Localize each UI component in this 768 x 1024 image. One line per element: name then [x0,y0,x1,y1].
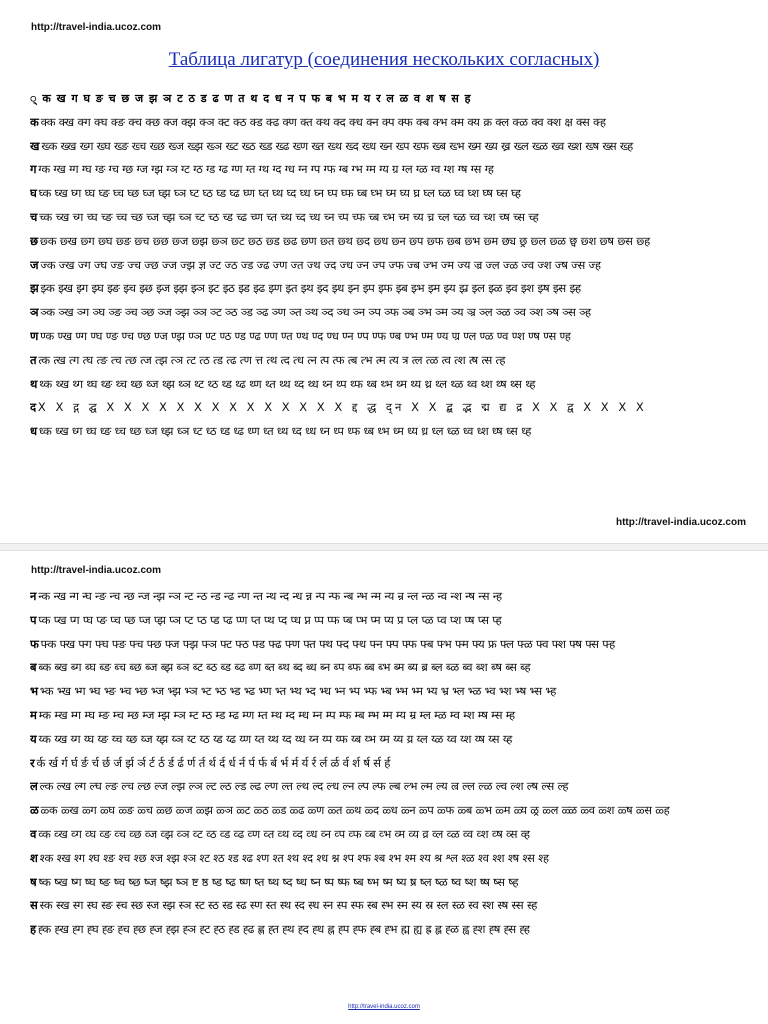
row-ligatures: थ्क थ्ख थ्ग थ्घ थ्ङ थ्च थ्छ थ्ज थ्झ थ्ञ थ्ट थ्ठ थ्ड थ्ढ थ्ण थ्त थ्थ थ्द थ्ध थ्न थ्प थ्फ थ्ब थ्भ थ्म थ्य थ्र थ्ल थ्ळ थ्व थ्श थ्ष थ्स थ्ह [39,376,536,391]
row-lead-consonant: ग [30,162,37,177]
row-lead-consonant: र [30,755,35,770]
row-lead-consonant: ह [30,922,36,937]
table-row [30,775,748,799]
table-row [30,396,748,420]
row-lead-consonant: व [30,826,37,841]
table-row [30,894,748,918]
row-ligatures: ल्क ल्ख ल्ग ल्घ ल्ङ ल्च ल्छ ल्ज ल्झ ल्ञ ल्ट ल्ठ ल्ड ल्ढ ल्ण ल्त ल्थ ल्द ल्ध ल्न ल्प ल्फ ल्ब ल्भ ल्म ल्य ल्र ल्ल ल्ळ ल्व ल्श ल्ष ल्स ल्ह [39,779,569,794]
row-ligatures: ज्क ज्ख ज्ग ज्घ ज्ङ ज्च ज्छ ज्ज ज्झ ज्ञ ज्ट ज्ठ ज्ड ज्ढ ज्ण ज्त ज्थ ज्द ज्ध ज्न ज्प ज्फ ज्ब ज्भ ज्म ज्य ज्र ज्ल ज्ळ ज्व ज्श ज्ष ज्स ज्ह [40,257,601,272]
row-ligatures: ख्क ख्ख ख्ग ख्घ ख्ङ ख्च ख्छ ख्ज ख्झ ख्ञ ख्ट ख्ठ ख्ड ख्ढ ख्ण ख्त ख्थ ख्द ख्ध ख्न ख्प ख्फ ख्ब ख्भ ख्म ख्य ख्र ख्ल ख्ळ ख्व ख्श ख्ष ख्स ख्ह [41,138,634,153]
row-lead-consonant: त [30,352,37,367]
bottom-url[interactable]: http://travel-india.ucoz.com [348,1004,420,1010]
row-ligatures: श्क श्ख श्ग श्घ श्ङ श्च श्छ श्ज श्झ श्ञ श्ट श्ठ श्ड श्ढ श्ण श्त श्थ श्द श्ध श्न श्प श्फ श्ब श्भ श्म श्य श्र श्ल श्ळ श्व श्श श्ष श्स श्ह [39,850,549,865]
table-row [30,349,748,373]
row-lead-consonant: न [30,589,37,603]
table-row [30,680,748,704]
row-lead-consonant: ण [30,328,39,343]
row-ligatures: X X द्ग द्घ X X X X X X X X X X X X X X द्द द्ध द्न X X द्ब द्भ द्म द्य द्र X X द्व X X X X [37,400,647,415]
row-lead-consonant: झ [30,281,39,296]
table-row [30,871,748,895]
row-ligatures: भ्क भ्ख भ्ग भ्घ भ्ङ भ्च भ्छ भ्ज भ्झ भ्ञ भ्ट भ्ठ भ्ड भ्ढ भ्ण भ्त भ्थ भ्द भ्ध भ्न भ्प भ्फ भ्ब भ्भ भ्म भ्य भ्र भ्ल भ्ळ भ्व भ्श भ्ष भ्स भ्ह [39,684,557,699]
ligature-table-part-1 [30,87,748,444]
table-row [30,752,748,776]
row-lead-consonant: द [30,400,36,415]
row-lead-consonant: ळ [30,803,39,818]
row-lead-consonant: भ [30,684,38,699]
row-ligatures: छ्क छ्ख छ्ग छ्घ छ्ङ छ्च छ्छ छ्ज छ्झ छ्ञ छ्ट छ्ठ छ्ड छ्ढ छ्ण छ्त छ्थ छ्द छ्ध छ्न छ्प छ्फ छ्ब छ्भ छ्म छ्य छ्र छ्ल छ्ळ छ्व छ्श छ्ष छ्स छ्ह [39,233,650,248]
table-row [30,633,748,657]
ligature-rows [30,111,748,444]
table-row [30,609,748,633]
row-lead-consonant: ल [30,779,38,794]
row-ligatures: म्क म्ख म्ग म्घ म्ङ म्च म्छ म्ज म्झ म्ञ म्ट म्ठ म्ड म्ढ म्ण म्त म्थ म्द म्ध म्न म्प म्फ म्ब म्भ म्म म्य म्र म्ल म्ळ म्व म्श म्ष म्स म्ह [38,707,515,722]
table-row [30,301,748,325]
row-lead-consonant: श [30,850,38,865]
table-row [30,373,748,397]
row-ligatures: ण्क ण्ख ण्ग ण्घ ण्ङ ण्च ण्छ ण्ज ण्झ ण्ञ ण्ट ण्ठ ण्ड ण्ढ ण्ण ण्त ण्थ ण्द ण्ध ण्न ण्प ण्फ ण्ब ण्भ ण्म ण्य ण्र ण्ल ण्ळ ण्व ण्श ण्ष ण्स ण्ह [40,328,571,343]
table-row [30,918,748,942]
row-ligatures: ह्क ह्ख ह्ग ह्घ ह्ङ ह्च ह्छ ह्ज ह्झ ह्ञ ह्ट ह्ठ ह्ड ह्ढ ह्ण ह्त ह्थ ह्द ह्ध ह्न ह्प ह्फ ह्ब ह्भ ह्म ह्य ह्र ह्ल ह्ळ ह्व ह्श ह्ष ह्स ह्ह [37,922,530,937]
ligature-rows [30,585,748,942]
row-lead-consonant: फ [30,636,39,651]
row-lead-consonant: घ [30,186,37,201]
row-lead-consonant: ष [30,874,37,889]
table-row [30,728,748,752]
row-ligatures: व्क व्ख व्ग व्घ व्ङ व्च व्छ व्ज व्झ व्ञ व्ट व्ठ व्ड व्ढ व्ण व्त व्थ व्द व्ध व्न व्प व्फ व्ब व्भ व्म व्य व्र व्ल व्ळ व्व व्श व्ष व्स व्ह [38,826,530,841]
table-row [30,704,748,728]
table-row [30,182,748,206]
row-ligatures: क्क क्ख क्ग क्घ क्ङ क्च क्छ क्ज क्झ क्ञ क्ट क्ठ क्ड क्ढ क्ण क्त क्थ क्द क्ध क्न क्प क्फ क्ब क्भ क्म क्य क्र क्ल क्ळ क्व क्श क्ष क्स क्ह [40,114,606,129]
table-row [30,585,748,609]
row-lead-consonant: स [30,898,38,913]
table-row [30,111,748,135]
table-header-row: ् क ख ग घ ङ च छ ज झ ञ ट ठ ड ढ ण त थ द ध न प फ ब भ म य र ल ळ व श ष स ह [30,92,472,105]
row-ligatures: त्क त्ख त्ग त्घ त्ङ त्च त्छ त्ज त्झ त्ञ त्ट त्ठ त्ड त्ढ त्ण त्त त्थ त्द त्ध त्न त्प त्फ त्ब त्भ त्म त्य त्र त्ल त्ळ त्व त्श त्ष त्स त्ह [38,352,506,367]
row-ligatures: प्क प्ख प्ग प्घ प्ङ प्च प्छ प्ज प्झ प्ञ प्ट प्ठ प्ड प्ढ प्ण प्त प्थ प्द प्ध प्न प्प प्फ प्ब प्भ प्म प्य प्र प्ल प्ळ प्व प्श प्ष प्स प्ह [38,612,502,627]
row-ligatures: ञ्क ञ्ख ञ्ग ञ्घ ञ्ङ ञ्च ञ्छ ञ्ज ञ्झ ञ्ञ ञ्ट ञ्ठ ञ्ड ञ्ढ ञ्ण ञ्त ञ्थ ञ्द ञ्ध ञ्न ञ्प ञ्फ ञ्ब ञ्भ ञ्म ञ्य ञ्र ञ्ल ञ्ळ ञ्व ञ्श ञ्ष ञ्स ञ्ह [40,305,591,320]
row-lead-consonant: क [30,114,39,129]
row-ligatures: र्क र्ख र्ग र्घ र्ङ र्च र्छ र्ज र्झ र्ञ र्ट र्ठ र्ड र्ढ र्ण र्त र्थ र्द र्ध र्न र्प र्फ र्ब र्भ र्म र्य र्र र्ल र्ळ र्व र्श र्ष र्स र्ह [36,755,391,770]
row-ligatures: च्क च्ख च्ग च्घ च्ङ च्च च्छ च्ज च्झ च्ञ च्ट च्ठ च्ड च्ढ च्ण च्त च्थ च्द च्ध च्न च्प च्फ च्ब च्भ च्म च्य च्र च्ल च्ळ च्व च्श च्ष च्स च्ह [39,209,539,224]
table-row [30,277,748,301]
ligature-table-part-2 [30,585,748,942]
table-row [30,230,748,254]
row-ligatures: ष्क ष्ख ष्ग ष्घ ष्ङ ष्च ष्छ ष्ज ष्झ ष्ञ ष्ट ष्ठ ष्ड ष्ढ ष्ण ष्त ष्थ ष्द ष्ध ष्न ष्प ष्फ ष्ब ष्भ ष्म ष्य ष्र ष्ल ष्ळ ष्व ष्श ष्ष ष्स ष्ह [38,874,519,889]
row-lead-consonant: ध [30,424,37,439]
row-ligatures: स्क स्ख स्ग स्घ स्ङ स्च स्छ स्ज स्झ स्ञ स्ट स्ठ स्ड स्ढ स्ण स्त स्थ स्द स्ध स्न स्प स्फ स्ब स्भ स्म स्य स्र स्ल स्ळ स्व स्श स्ष स्स स्ह [39,898,538,913]
row-ligatures: य्क य्ख य्ग य्घ य्ङ य्च य्छ य्ज य्झ य्ञ य्ट य्ठ य्ड य्ढ य्ण य्त य्थ य्द य्ध य्न य्प य्फ य्ब य्भ य्म य्य य्र य्ल य्ळ य्व य्श य्ष य्स य्ह [38,731,513,746]
table-row [30,823,748,847]
row-lead-consonant: य [30,731,37,746]
page-title[interactable]: Таблица лигатур (соединения нескольких согласных) [168,49,600,70]
row-lead-consonant: ख [30,138,40,153]
row-lead-consonant: ज [30,257,39,272]
row-lead-consonant: म [30,707,37,722]
table-row [30,799,748,823]
table-row [30,656,748,680]
row-ligatures: ध्क ध्ख ध्ग ध्घ ध्ङ ध्च ध्छ ध्ज ध्झ ध्ञ ध्ट ध्ठ ध्ड ध्ढ ध्ण ध्त ध्थ ध्द ध्ध ध्न ध्प ध्फ ध्ब ध्भ ध्म ध्य ध्र ध्ल ध्ळ ध्व ध्श ध्ष ध्स ध्ह [38,424,532,439]
row-ligatures: ळ्क ळ्ख ळ्ग ळ्घ ळ्ङ ळ्च ळ्छ ळ्ज ळ्झ ळ्ञ ळ्ट ळ्ठ ळ्ड ळ्ढ ळ्ण ळ्त ळ्थ ळ्द ळ्ध ळ्न ळ्प ळ्फ ळ्ब ळ्भ ळ्म ळ्य ळ्र ळ्ल ळ्ळ ळ्व ळ्श ळ्ष ळ्स ळ्ह [40,803,670,818]
table-row [30,206,748,230]
row-ligatures: ब्क ब्ख ब्ग ब्घ ब्ङ ब्च ब्छ ब्ज ब्झ ब्ञ ब्ट ब्ठ ब्ड ब्ढ ब्ण ब्त ब्थ ब्द ब्ध ब्न ब्प ब्फ ब्ब ब्भ ब्म ब्य ब्र ब्ल ब्ळ ब्व ब्श ब्ष ब्स ब्ह [38,660,531,675]
row-lead-consonant: ब [30,660,37,675]
row-lead-consonant: छ [30,233,38,248]
row-lead-consonant: च [30,209,38,224]
row-lead-consonant: प [30,612,37,627]
row-ligatures: न्क न्ख न्ग न्घ न्ङ न्च न्छ न्ज न्झ न्ञ न्ट न्ठ न्ड न्ढ न्ण न्त न्थ न्द न्ध न्न न्प न्फ न्ब न्भ न्म न्य न्र न्ल न्ळ न्व न्श न्ष न्स न्ह [38,589,502,603]
table-row [30,847,748,871]
header-url[interactable]: http://travel-india.ucoz.com [31,22,162,33]
table-row [30,158,748,182]
row-lead-consonant: थ [30,376,38,391]
table-row [30,135,748,159]
row-lead-consonant: ञ [30,305,39,320]
row-ligatures: ग्क ग्ख ग्ग ग्घ ग्ङ ग्च ग्छ ग्ज ग्झ ग्ञ ग्ट ग्ठ ग्ड ग्ढ ग्ण ग्त ग्थ ग्द ग्ध ग्न ग्प ग्फ ग्ब ग्भ ग्म ग्य ग्र ग्ल ग्ळ ग्व ग्श ग्ष ग्स ग्ह [38,162,494,177]
header-url[interactable]: http://travel-india.ucoz.com [31,565,162,576]
table-row [30,254,748,278]
row-ligatures: झ्क झ्ख झ्ग झ्घ झ्ङ झ्च झ्छ झ्ज झ्झ झ्ञ झ्ट झ्ठ झ्ड झ्ढ झ्ण झ्त झ्थ झ्द झ्ध झ्न झ्प झ्फ झ्ब झ्भ झ्म झ्य झ्र झ्ल झ्ळ झ्व झ्श झ्ष झ्स झ्ह [40,281,581,296]
table-row [30,325,748,349]
row-ligatures: फ्क फ्ख फ्ग फ्घ फ्ङ फ्च फ्छ फ्ज फ्झ फ्ञ फ्ट फ्ठ फ्ड फ्ढ फ्ण फ्त फ्थ फ्द फ्ध फ्न फ्प फ्फ फ्ब फ्भ फ्म फ्य फ्र फ्ल फ्ळ फ्व फ्श फ्ष फ्स फ्ह [40,636,616,651]
table-row [30,420,748,444]
row-ligatures: घ्क घ्ख घ्ग घ्घ घ्ङ घ्च घ्छ घ्ज घ्झ घ्ञ घ्ट घ्ठ घ्ड घ्ढ घ्ण घ्त घ्थ घ्द घ्ध घ्न घ्प घ्फ घ्ब घ्भ घ्म घ्य घ्र घ्ल घ्ळ घ्व घ्श घ्ष घ्स घ्ह [38,186,521,201]
document-page-2 [0,545,768,1024]
footer-url[interactable]: http://travel-india.ucoz.com [615,517,746,528]
